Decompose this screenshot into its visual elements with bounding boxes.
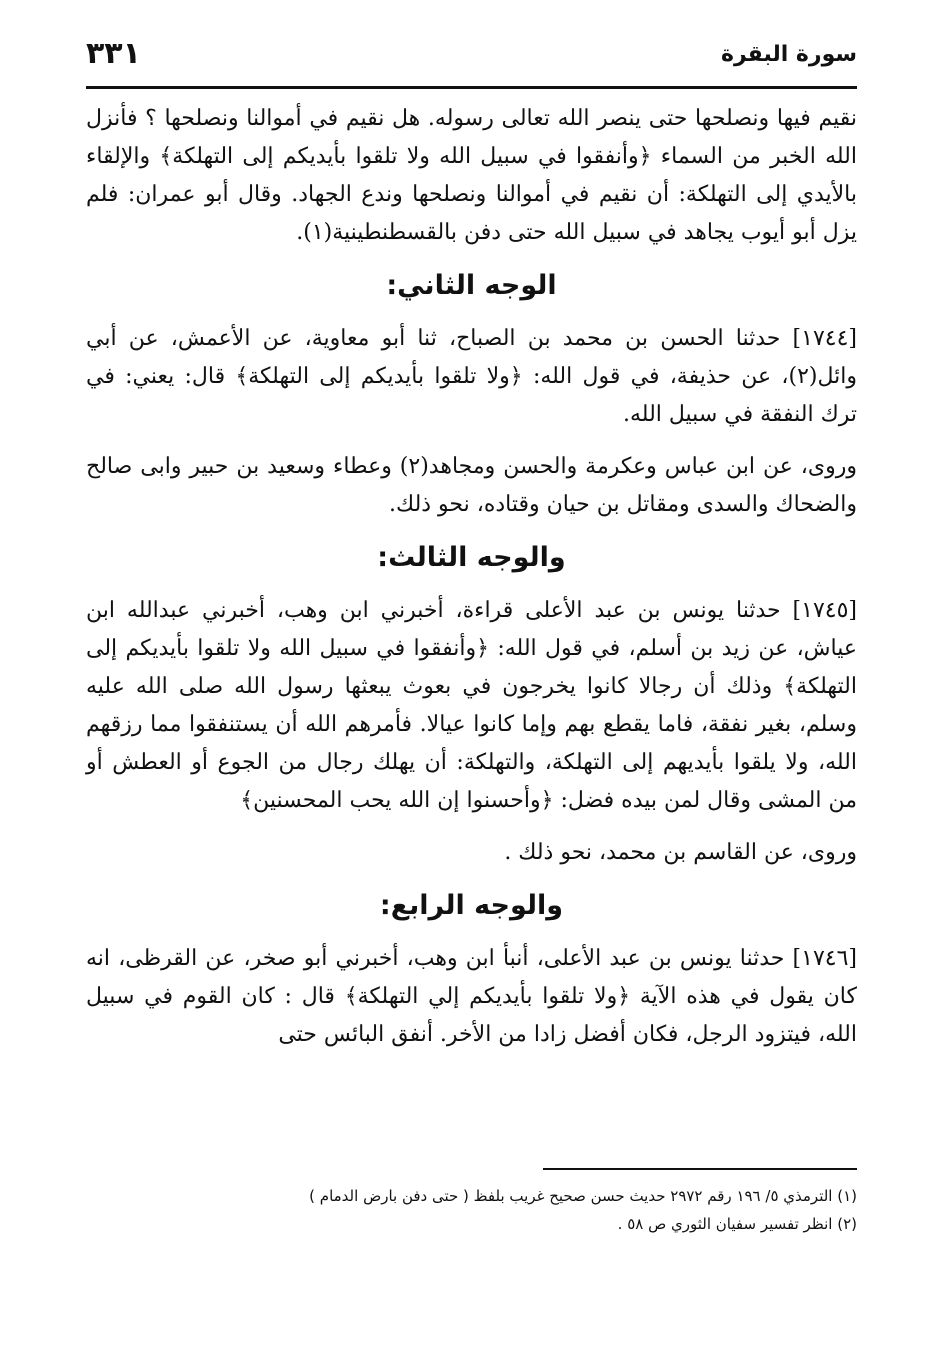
page-number: ٣٣١: [86, 36, 141, 71]
page-header: [86, 30, 857, 82]
footnote-1: (١) الترمذي ٥/ ١٩٦ رقم ٢٩٧٢ حديث حسن صحيح غريب بلفظ ( حتى دفن بارض الدمام ): [309, 1187, 857, 1205]
paragraph-related-1: وروى، عن ابن عباس وعكرمة والحسن ومجاهد(٢) وعطاء وسعيد بن حبير وابى صالح والضحاك والسدى ومقاتل بن حيان وقتاده، نحو ذلك.: [86, 454, 857, 517]
paragraph-1: نقيم فيها ونصلحها حتى ينصر الله تعالى رسوله. هل نقيم في أموالنا ونصلحها ؟ فأنزل الله الخبر من السماء ﴿وأنفقوا في سبيل الله ولا تلقوا بأيديكم إلى التهلكة﴾ والإلقاء بالأيدي إلى التهلكة: أن نقيم في أموالنا ونصلحها وندع الجهاد. وقال أبو عمران: فلم يزل أبو أيوب يجاهد في سبيل الله حتى دفن بالقسطنطينية(١).: [86, 106, 857, 245]
header-divider: [86, 86, 857, 89]
narration-1746: [١٧٤٦] حدثنا يونس بن عبد الأعلى، أنبأ ابن وهب، أخبرني أبو صخر، عن القرظى، انه كان يقول في هذه الآية ﴿ولا تلقوا بأيديكم إلي التهلكة﴾ قال : كان القوم في سبيل الله، فيتزود الرجل، فكان أفضل زادا من الأخر. أنفق البائس حتى: [86, 946, 857, 1047]
narration-1744: [١٧٤٤] حدثنا الحسن بن محمد بن الصباح، ثنا أبو معاوية، عن الأعمش، عن أبي وائل(٢)، عن حذيفة، في قول الله: ﴿ولا تلقوا بأيديكم إلى التهلكة﴾ قال: يعني: في ترك النفقة في سبيل الله.: [86, 326, 857, 427]
heading-fourth-aspect: والوجه الرابع:: [379, 890, 564, 921]
surah-title: سورة البقرة: [720, 42, 857, 67]
footnote-divider: [543, 1168, 857, 1170]
narration-1745: [١٧٤٥] حدثنا يونس بن عبد الأعلى قراءة، أخبرني ابن وهب، أخبرني عبدالله ابن عياش، عن زيد بن أسلم، في قول الله: ﴿وأنفقوا في سبيل الله ولا تلقوا بأيديكم إلى التهلكة﴾ وذلك أن رجالا كانوا يخرجون في بعوث يبعثها رسول الله صلى الله عليه وسلم، بغير نفقة، فاما يقطع بهم وإما كانوا عيالا. فأمرهم الله أن يستنفقوا مما رزقهم الله، ولا يلقوا بأيديهم إلى التهلكة، والتهلكة: أن يهلك رجال من الجوع أو العطش أو من المشى وقال لمن بيده فضل: ﴿وأحسنوا إن الله يحب المحسنين﴾: [86, 598, 857, 813]
main-text: [86, 100, 857, 1068]
heading-third-aspect: والوجه الثالث:: [377, 542, 566, 573]
paragraph-related-2: وروى، عن القاسم بن محمد، نحو ذلك .: [504, 840, 857, 865]
footnote-2: (٢) انظر تفسير سفيان الثوري ص ٥٨ .: [617, 1215, 857, 1233]
footnotes: [86, 1182, 857, 1238]
heading-second-aspect: الوجه الثاني:: [386, 270, 557, 301]
